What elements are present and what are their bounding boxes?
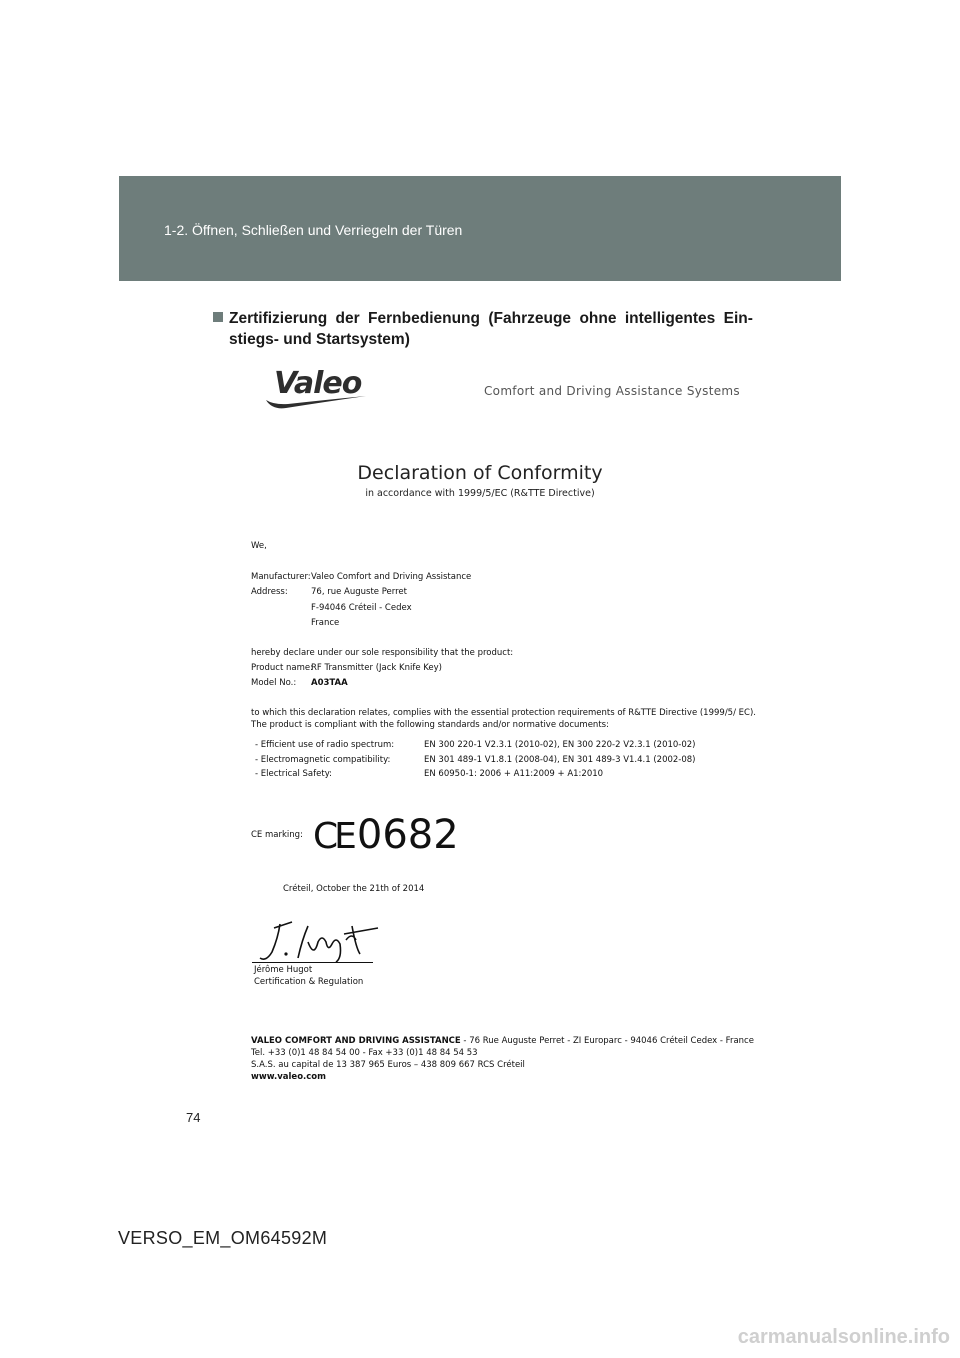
heading-word: ohne	[579, 310, 617, 327]
header-title: 1-2. Öffnen, Schließen und Verriegeln der Türen	[164, 222, 463, 238]
model-value: A03TAA	[311, 678, 348, 688]
address-line: F-94046 Créteil - Cedex	[311, 603, 412, 613]
section-heading-line2: stiegs- und Startsystem)	[229, 331, 410, 348]
address-line: France	[311, 618, 340, 628]
model-label: Model No.:	[251, 678, 297, 688]
standard-label: - Electromagnetic compatibility:	[255, 755, 391, 765]
heading-word: Fernbedienung	[368, 310, 480, 327]
footer-sas: S.A.S. au capital de 13 387 965 Euros – 438 809 667 RCS Créteil	[251, 1060, 525, 1070]
footer-company: VALEO COMFORT AND DRIVING ASSISTANCE	[251, 1036, 461, 1046]
bullet-square-icon: Zertifizierung	[213, 308, 327, 329]
footer-web: www.valeo.com	[251, 1072, 327, 1082]
relates-text: to which this declaration relates, complies with the essential protection requirements of R&TTE Directive (1999/5/ EC).	[251, 708, 756, 718]
manufacturer-label: Manufacturer:	[251, 572, 311, 582]
document-code: VERSO_EM_OM64592M	[118, 1228, 328, 1248]
product-label: Product name:	[251, 663, 313, 673]
place-date: Créteil, October the 21th of 2014	[283, 884, 425, 894]
valeo-logo-text: Valeo	[274, 366, 362, 401]
heading-word: (Fahrzeuge	[488, 310, 572, 327]
signer-name: Jérôme Hugot	[254, 965, 313, 975]
footer-company-line	[251, 1036, 754, 1046]
signature-icon	[252, 918, 382, 964]
standard-label: - Efficient use of radio spectrum:	[255, 740, 395, 750]
heading-word: Ein-	[723, 310, 753, 327]
address-line: 76, rue Auguste Perret	[311, 587, 407, 597]
standard-value: EN 300 220-1 V2.3.1 (2010-02), EN 300 220-2 V2.3.1 (2010-02)	[424, 740, 696, 750]
footer-tel: Tel. +33 (0)1 48 84 54 00 - Fax +33 (0)1 48 84 54 53	[251, 1048, 478, 1058]
footer-address: - 76 Rue Auguste Perret - ZI Europarc - 94046 Créteil Cedex - France	[460, 1036, 754, 1046]
ce-label: CE marking:	[251, 830, 303, 840]
declaration-title: Declaration of Conformity	[357, 462, 603, 484]
standard-value: EN 301 489-1 V1.8.1 (2008-04), EN 301 489-3 V1.4.1 (2002-08)	[424, 755, 696, 765]
standard-label: - Electrical Safety:	[255, 769, 332, 779]
product-value: RF Transmitter (Jack Knife Key)	[311, 663, 442, 673]
declare-text: hereby declare under our sole responsibility that the product:	[251, 648, 514, 658]
relates-text: The product is compliant with the following standards and/or normative documents:	[251, 720, 609, 730]
valeo-logo	[264, 366, 368, 414]
address-label: Address:	[251, 587, 288, 597]
we-text: We,	[251, 541, 267, 551]
signature	[252, 918, 382, 964]
heading-word: intelligentes	[624, 310, 716, 327]
ce-number: 0682	[356, 812, 459, 858]
heading-word: der	[335, 310, 360, 327]
signer-role: Certification & Regulation	[254, 977, 364, 987]
page-number: 74	[186, 1110, 201, 1125]
standard-value: EN 60950-1: 2006 + A11:2009 + A1:2010	[424, 769, 604, 779]
manufacturer-value: Valeo Comfort and Driving Assistance	[311, 572, 472, 582]
ce-symbol: CE	[313, 816, 353, 857]
watermark: carmanualsonline.info	[737, 1326, 950, 1348]
declaration-subtitle: in accordance with 1999/5/EC (R&TTE Directive)	[365, 488, 595, 499]
company-tagline: Comfort and Driving Assistance Systems	[484, 384, 740, 398]
signature-line	[252, 962, 373, 963]
ce-mark	[313, 812, 459, 858]
